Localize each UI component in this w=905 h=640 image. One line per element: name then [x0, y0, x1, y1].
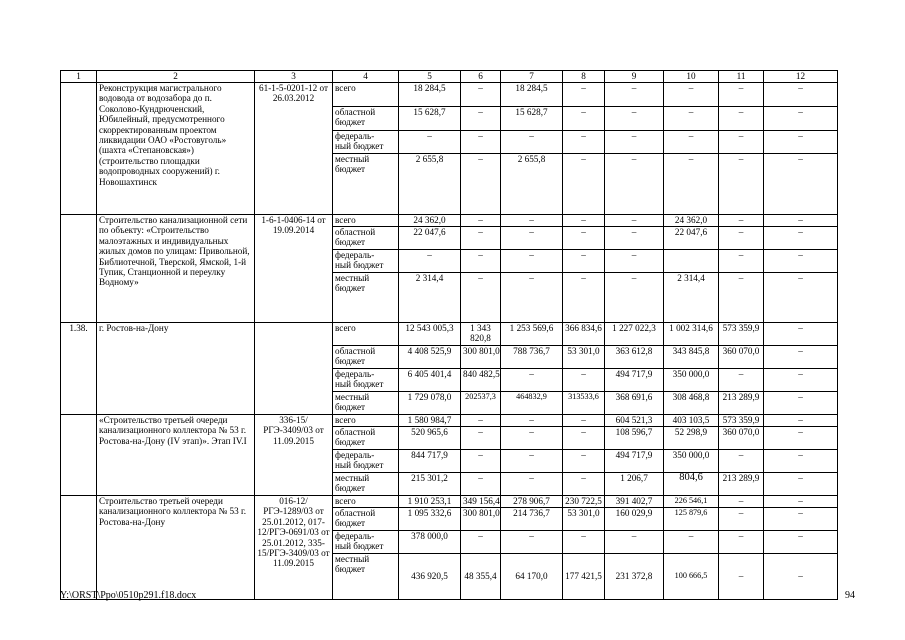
value-cell: –: [719, 131, 764, 154]
header-row: [61, 71, 838, 83]
value-cell: 24 362,0: [664, 215, 719, 227]
value-cell: 804,6: [664, 473, 719, 496]
value-cell: –: [764, 473, 838, 496]
value-cell: 300 801,0: [461, 508, 501, 531]
value-cell: 366 834,6: [563, 323, 605, 346]
value-cell: –: [399, 131, 461, 154]
value-cell: 64 170,0: [501, 554, 563, 600]
funding-source: местный бюджет: [333, 154, 399, 215]
value-cell: –: [461, 154, 501, 215]
value-cell: –: [764, 250, 838, 273]
header-cell: 10: [664, 71, 719, 83]
value-cell: 100 666,5: [664, 554, 719, 600]
value-cell: –: [501, 473, 563, 496]
table-row: [61, 215, 838, 227]
value-cell: 360 070,0: [719, 346, 764, 369]
value-cell: –: [764, 227, 838, 250]
project-code: 61-1-5-0201-12 от 26.03.2012: [255, 83, 333, 215]
value-cell: 300 801,0: [461, 346, 501, 369]
value-cell: 573 359,9: [719, 415, 764, 427]
funding-source: всего: [333, 215, 399, 227]
value-cell: 313533,6: [563, 392, 605, 415]
value-cell: –: [719, 554, 764, 600]
value-cell: 213 289,9: [719, 392, 764, 415]
funding-source: местный бюджет: [333, 273, 399, 323]
value-cell: –: [719, 250, 764, 273]
value-cell: [664, 250, 719, 273]
value-cell: –: [764, 392, 838, 415]
value-cell: –: [461, 427, 501, 450]
value-cell: –: [664, 83, 719, 107]
value-cell: –: [719, 450, 764, 473]
value-cell: 231 372,8: [605, 554, 664, 600]
value-cell: 4 408 525,9: [399, 346, 461, 369]
value-cell: –: [719, 83, 764, 107]
funding-source: всего: [333, 83, 399, 107]
value-cell: –: [605, 131, 664, 154]
value-cell: –: [605, 215, 664, 227]
table-row: [61, 323, 838, 346]
value-cell: 350 000,0: [664, 450, 719, 473]
value-cell: 363 612,8: [605, 346, 664, 369]
value-cell: 6 405 401,4: [399, 369, 461, 392]
value-cell: –: [764, 554, 838, 600]
header-cell: 11: [719, 71, 764, 83]
value-cell: –: [764, 415, 838, 427]
value-cell: 1 002 314,6: [664, 323, 719, 346]
value-cell: –: [563, 131, 605, 154]
value-cell: –: [764, 508, 838, 531]
table-row: [61, 496, 838, 508]
value-cell: –: [719, 496, 764, 508]
header-cell: 2: [97, 71, 255, 83]
value-cell: –: [764, 131, 838, 154]
value-cell: –: [563, 531, 605, 554]
value-cell: –: [563, 450, 605, 473]
value-cell: 1 095 332,6: [399, 508, 461, 531]
value-cell: 844 717,9: [399, 450, 461, 473]
value-cell: 22 047,6: [399, 227, 461, 250]
project-name: Строительство канализационной сети по объекту: «Строительство малоэтажных и индивидуальных жилых домов по улицам: Привольной, Библиотечной, Тверской, Ямской, 1-й Тупик, Станционной и переулку Водному»: [97, 215, 255, 323]
value-cell: 494 717,9: [605, 369, 664, 392]
value-cell: –: [605, 531, 664, 554]
value-cell: 24 362,0: [399, 215, 461, 227]
header-cell: 4: [333, 71, 399, 83]
value-cell: –: [501, 273, 563, 323]
value-cell: 18 284,5: [501, 83, 563, 107]
value-cell: 403 103,5: [664, 415, 719, 427]
funding-source: областной бюджет: [333, 107, 399, 131]
value-cell: –: [501, 427, 563, 450]
header-cell: 7: [501, 71, 563, 83]
index-cell: [61, 496, 97, 600]
header-cell: 12: [764, 71, 838, 83]
funding-source: областной бюджет: [333, 346, 399, 369]
table-row: [61, 83, 838, 107]
value-cell: –: [605, 107, 664, 131]
funding-source: местный бюджет: [333, 392, 399, 415]
value-cell: –: [461, 450, 501, 473]
value-cell: –: [764, 496, 838, 508]
value-cell: –: [461, 250, 501, 273]
project-code: 016-12/РГЭ-1289/03 от 25.01.2012, 017-12/РГЭ-0691/03 от 25.01.2012, 335-15/РГЭ-3409/03 от 11.09.2015: [255, 496, 333, 600]
footer-file-path: Y:\ORST\Ppo\0510p291.f18.docx: [60, 590, 197, 601]
funding-source: местный бюджет: [333, 554, 399, 600]
project-code: 1-6-1-0406-14 от 19.09.2014: [255, 215, 333, 323]
value-cell: –: [563, 473, 605, 496]
funding-source: федераль- ный бюджет: [333, 531, 399, 554]
value-cell: 1 227 022,3: [605, 323, 664, 346]
project-name: «Строительство третьей очереди канализационного коллектора № 53 г. Ростова-на-Дону (IV этап)». Этап IV.I: [97, 415, 255, 496]
funding-table: [60, 70, 838, 600]
value-cell: 360 070,0: [719, 427, 764, 450]
value-cell: 436 920,5: [399, 554, 461, 600]
value-cell: –: [501, 131, 563, 154]
value-cell: –: [605, 83, 664, 107]
project-name: Строительство третьей очереди канализационного коллектора № 53 г. Ростова-на-Дону: [97, 496, 255, 600]
value-cell: –: [563, 250, 605, 273]
value-cell: –: [719, 508, 764, 531]
funding-source: областной бюджет: [333, 227, 399, 250]
value-cell: 278 906,7: [501, 496, 563, 508]
value-cell: –: [605, 227, 664, 250]
value-cell: –: [461, 415, 501, 427]
funding-source: местный бюджет: [333, 473, 399, 496]
value-cell: 48 355,4: [461, 554, 501, 600]
value-cell: –: [719, 107, 764, 131]
header-cell: 3: [255, 71, 333, 83]
value-cell: 1 343 820,8: [461, 323, 501, 346]
value-cell: –: [461, 215, 501, 227]
header-cell: 5: [399, 71, 461, 83]
value-cell: 1 253 569,6: [501, 323, 563, 346]
value-cell: –: [461, 107, 501, 131]
value-cell: 226 546,1: [664, 496, 719, 508]
value-cell: –: [764, 346, 838, 369]
value-cell: –: [605, 273, 664, 323]
value-cell: –: [764, 531, 838, 554]
project-code: [255, 323, 333, 415]
page-number: 94: [845, 590, 855, 601]
project-name: Реконструкция магистрального водовода от водозабора до п. Соколово-Кундрюченский, Юбилейный, предусмотренного скорректированным проектом ликвидации ОАО «Ростовуголь» (шахта «Степановская») (строительство площадки водопроводных сооружений) г. Новошахтинск: [97, 83, 255, 215]
value-cell: 160 029,9: [605, 508, 664, 531]
value-cell: 350 000,0: [664, 369, 719, 392]
value-cell: –: [764, 215, 838, 227]
value-cell: –: [764, 107, 838, 131]
value-cell: 15 628,7: [399, 107, 461, 131]
value-cell: 18 284,5: [399, 83, 461, 107]
value-cell: –: [664, 107, 719, 131]
value-cell: 53 301,0: [563, 346, 605, 369]
value-cell: –: [501, 531, 563, 554]
value-cell: –: [501, 227, 563, 250]
funding-source: федераль- ный бюджет: [333, 131, 399, 154]
value-cell: 22 047,6: [664, 227, 719, 250]
value-cell: 177 421,5: [563, 554, 605, 600]
header-cell: 1: [61, 71, 97, 83]
value-cell: –: [501, 369, 563, 392]
value-cell: –: [461, 83, 501, 107]
value-cell: –: [501, 415, 563, 427]
value-cell: 52 298,9: [664, 427, 719, 450]
funding-source: областной бюджет: [333, 427, 399, 450]
value-cell: 215 301,2: [399, 473, 461, 496]
header-cell: 8: [563, 71, 605, 83]
value-cell: 368 691,6: [605, 392, 664, 415]
funding-source: федераль- ный бюджет: [333, 250, 399, 273]
funding-source: федераль- ный бюджет: [333, 369, 399, 392]
value-cell: 2 314,4: [399, 273, 461, 323]
funding-source: всего: [333, 496, 399, 508]
value-cell: –: [719, 273, 764, 323]
value-cell: 464832,9: [501, 392, 563, 415]
value-cell: –: [605, 154, 664, 215]
value-cell: –: [461, 531, 501, 554]
index-cell: [61, 83, 97, 215]
value-cell: 230 722,5: [563, 496, 605, 508]
value-cell: –: [664, 154, 719, 215]
value-cell: 2 314,4: [664, 273, 719, 323]
value-cell: –: [719, 369, 764, 392]
value-cell: –: [764, 154, 838, 215]
value-cell: 349 156,4: [461, 496, 501, 508]
value-cell: 1 580 984,7: [399, 415, 461, 427]
project-code: 336-15/РГЭ-3409/03 от 11.09.2015: [255, 415, 333, 496]
table-row: [61, 415, 838, 427]
value-cell: –: [461, 473, 501, 496]
funding-source: всего: [333, 415, 399, 427]
value-cell: 2 655,8: [501, 154, 563, 215]
funding-source: областной бюджет: [333, 508, 399, 531]
value-cell: 343 845,8: [664, 346, 719, 369]
value-cell: 494 717,9: [605, 450, 664, 473]
value-cell: 213 289,9: [719, 473, 764, 496]
value-cell: –: [719, 227, 764, 250]
value-cell: 1 910 253,1: [399, 496, 461, 508]
index-cell: [61, 215, 97, 323]
value-cell: 788 736,7: [501, 346, 563, 369]
project-name: г. Ростов-на-Дону: [97, 323, 255, 415]
value-cell: 15 628,7: [501, 107, 563, 131]
value-cell: 378 000,0: [399, 531, 461, 554]
value-cell: –: [719, 531, 764, 554]
value-cell: –: [461, 131, 501, 154]
funding-source: всего: [333, 323, 399, 346]
value-cell: –: [501, 450, 563, 473]
value-cell: 1 729 078,0: [399, 392, 461, 415]
value-cell: –: [605, 250, 664, 273]
funding-source: федераль- ный бюджет: [333, 450, 399, 473]
value-cell: –: [563, 415, 605, 427]
header-cell: 9: [605, 71, 664, 83]
value-cell: –: [563, 107, 605, 131]
index-cell: [61, 415, 97, 496]
value-cell: –: [461, 273, 501, 323]
value-cell: –: [719, 154, 764, 215]
value-cell: 840 482,5: [461, 369, 501, 392]
value-cell: –: [764, 369, 838, 392]
index-cell: 1.38.: [61, 323, 97, 415]
value-cell: –: [563, 215, 605, 227]
value-cell: 391 402,7: [605, 496, 664, 508]
value-cell: –: [563, 227, 605, 250]
value-cell: –: [764, 427, 838, 450]
value-cell: –: [563, 83, 605, 107]
value-cell: 214 736,7: [501, 508, 563, 531]
value-cell: –: [399, 250, 461, 273]
value-cell: –: [764, 83, 838, 107]
value-cell: –: [719, 215, 764, 227]
value-cell: 125 879,6: [664, 508, 719, 531]
value-cell: 108 596,7: [605, 427, 664, 450]
value-cell: 12 543 005,3: [399, 323, 461, 346]
value-cell: 573 359,9: [719, 323, 764, 346]
value-cell: 520 965,6: [399, 427, 461, 450]
value-cell: 1 206,7: [605, 473, 664, 496]
value-cell: –: [501, 215, 563, 227]
value-cell: –: [563, 427, 605, 450]
value-cell: 2 655,8: [399, 154, 461, 215]
value-cell: –: [764, 450, 838, 473]
value-cell: 604 521,3: [605, 415, 664, 427]
value-cell: –: [501, 250, 563, 273]
value-cell: –: [563, 273, 605, 323]
value-cell: –: [664, 131, 719, 154]
value-cell: 53 301,0: [563, 508, 605, 531]
value-cell: –: [764, 273, 838, 323]
value-cell: –: [563, 369, 605, 392]
value-cell: –: [563, 154, 605, 215]
header-cell: 6: [461, 71, 501, 83]
value-cell: 202537,3: [461, 392, 501, 415]
value-cell: –: [764, 323, 838, 346]
value-cell: –: [461, 227, 501, 250]
value-cell: 308 468,8: [664, 392, 719, 415]
value-cell: –: [664, 531, 719, 554]
